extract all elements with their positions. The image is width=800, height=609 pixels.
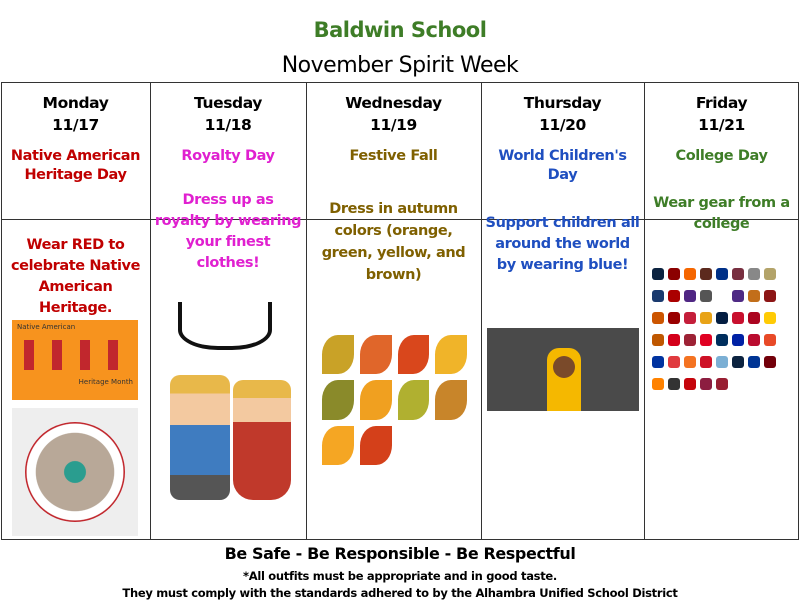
theme-thursday: World Children's Day <box>498 148 627 183</box>
college-logo-icon <box>748 334 760 346</box>
child-photo <box>487 328 639 411</box>
college-logo-icon <box>764 268 776 280</box>
college-logo-icon <box>716 268 728 280</box>
divider <box>150 83 151 539</box>
college-logo-icon <box>652 334 664 346</box>
note-line: *All outfits must be appropriate and in good taste. <box>243 569 557 583</box>
day-name: Tuesday <box>193 94 263 112</box>
college-logo-icon <box>732 290 744 302</box>
day-header-tuesday <box>150 92 306 136</box>
college-logo-icon <box>668 356 680 368</box>
day-date: 11/20 <box>539 116 586 134</box>
college-logo-icon <box>668 268 680 280</box>
autumn-leaves-image <box>322 335 467 465</box>
day-header-monday <box>1 92 150 136</box>
college-logo-icon <box>684 378 696 390</box>
banner-text: Heritage Month <box>78 378 133 386</box>
school-name: Baldwin School <box>313 18 487 42</box>
day-date: 11/17 <box>52 116 99 134</box>
theme-friday: College Day <box>675 148 768 164</box>
college-logo-icon <box>652 378 664 390</box>
native-heritage-banner <box>12 320 138 400</box>
college-logo-icon <box>764 356 776 368</box>
college-logo-icon <box>652 356 664 368</box>
description-monday: Wear RED to celebrate Native American Heritage. <box>10 237 141 316</box>
description-friday: Wear gear from a college <box>653 195 790 232</box>
college-logo-icon <box>716 334 728 346</box>
day-date: 11/21 <box>698 116 745 134</box>
day-date: 11/18 <box>204 116 252 134</box>
theme-monday: Native American Heritage Day <box>10 148 141 183</box>
college-logo-icon <box>716 356 728 368</box>
college-logo-icon <box>668 312 680 324</box>
college-logo-icon <box>700 290 712 302</box>
college-logo-icon <box>668 378 680 390</box>
college-logos <box>650 265 790 373</box>
description-thursday: Support children all around the world by wearing blue! <box>485 215 640 273</box>
divider <box>306 83 307 539</box>
theme-tuesday: Royalty Day <box>181 148 275 164</box>
divider <box>644 83 645 539</box>
college-logo-icon <box>652 268 664 280</box>
dress-code-note <box>0 568 800 602</box>
college-logo-icon <box>748 312 760 324</box>
college-logo-icon <box>732 356 744 368</box>
college-logo-icon <box>652 312 664 324</box>
college-logo-icon <box>732 312 744 324</box>
day-name: Monday <box>42 94 109 112</box>
college-logo-icon <box>700 268 712 280</box>
college-logo-icon <box>764 312 776 324</box>
day-name: Wednesday <box>345 94 442 112</box>
king-queen-image <box>165 375 295 505</box>
day-header-thursday <box>481 92 644 136</box>
day-header-wednesday <box>306 92 481 136</box>
college-logo-icon <box>716 290 728 302</box>
college-logo-icon <box>684 312 696 324</box>
college-logo-icon <box>764 290 776 302</box>
college-logo-icon <box>668 290 680 302</box>
college-logo-icon <box>652 290 664 302</box>
note-line: They must comply with the standards adhered to by the Alhambra Unified School District <box>122 586 678 600</box>
college-logo-icon <box>716 312 728 324</box>
college-logo-icon <box>668 334 680 346</box>
college-logo-icon <box>684 290 696 302</box>
college-logo-icon <box>700 378 712 390</box>
description-tuesday: Dress up as royalty by wearing your finest clothes! <box>154 192 302 271</box>
page-title: November Spirit Week <box>281 53 519 78</box>
heritage-month-seal <box>12 408 138 536</box>
day-date: 11/19 <box>370 116 417 134</box>
college-logo-icon <box>748 290 760 302</box>
college-logo-icon <box>748 356 760 368</box>
day-name: Thursday <box>523 94 602 112</box>
banner-text: Native American <box>17 323 76 331</box>
college-logo-icon <box>748 268 760 280</box>
college-logo-icon <box>684 268 696 280</box>
day-name: Friday <box>695 94 748 112</box>
college-logo-icon <box>732 334 744 346</box>
day-header-friday <box>644 92 799 136</box>
college-logo-icon <box>764 334 776 346</box>
tiara-icon <box>178 302 272 350</box>
description-wednesday: Dress in autumn colors (orange, green, yellow, and brown) <box>321 201 466 283</box>
college-logo-icon <box>700 312 712 324</box>
college-logo-icon <box>700 356 712 368</box>
college-logo-icon <box>684 356 696 368</box>
theme-wednesday: Festive Fall <box>349 148 438 164</box>
college-logo-icon <box>732 268 744 280</box>
divider <box>481 83 482 539</box>
college-logo-icon <box>700 334 712 346</box>
college-logo-icon <box>716 378 728 390</box>
motto: Be Safe - Be Responsible - Be Respectful <box>224 544 576 563</box>
college-logo-icon <box>684 334 696 346</box>
